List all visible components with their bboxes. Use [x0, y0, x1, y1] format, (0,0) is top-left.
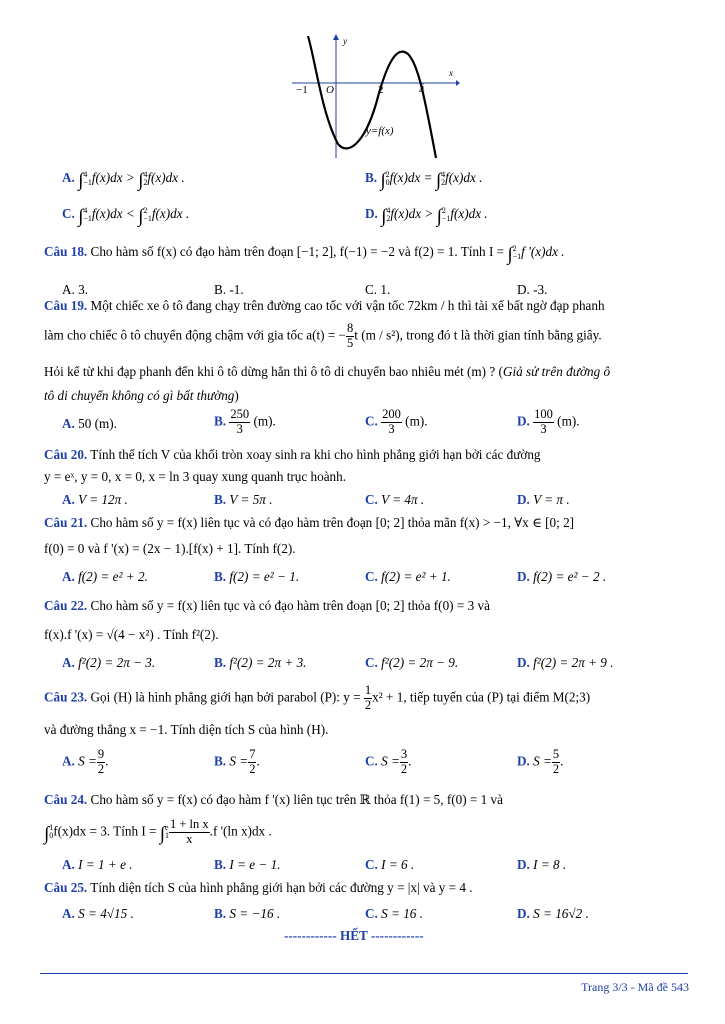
q24-line2: ∫1 0f(x)dx = 3. Tính I = ∫e 1 $\frac{\text{1 + ln x}}{x}$ .f '(ln x)dx . — [44, 817, 272, 846]
q19-line3: Hỏi kể từ khi đạp phanh đến khi ô tô dừng hẳn thì ô tô di chuyển bao nhiêu mét (m) ? (Giả sử trên đường ô — [44, 364, 611, 379]
q21-line1: Câu 21. Cho hàm số y = f(x) liên tục và có đạo hàm trên đoạn [0; 2] thỏa mãn f(x) > −1, ∀x ∈ [0; 2] — [44, 515, 575, 530]
q24-option-b[interactable]: B. I = e − 1. — [214, 857, 281, 872]
q18-option-c[interactable]: C. 1. — [365, 282, 391, 297]
q23-option-d[interactable]: D. S = $\frac{5}{2}$ . — [517, 747, 564, 776]
q25-option-d[interactable]: D. S = 16√2 . — [517, 906, 589, 921]
q24-option-a[interactable]: A. I = 1 + e . — [62, 857, 133, 872]
x-axis-label: x — [449, 68, 453, 78]
origin-label: O — [326, 84, 334, 96]
function-graph — [288, 34, 460, 160]
q21-line2: f(0) = 0 và f '(x) = (2x − 1).[f(x) + 1]. Tính f(2). — [44, 541, 296, 556]
q20-option-c[interactable]: C. V = 4π . — [365, 492, 425, 507]
q22-line1: Câu 22. Cho hàm số y = f(x) liên tục và có đạo hàm trên đoạn [0; 2] thỏa f(0) = 3 và — [44, 598, 490, 613]
q24-option-c[interactable]: C. I = 6 . — [365, 857, 415, 872]
q22-option-b[interactable]: B. f²(2) = 2π + 3. — [214, 655, 307, 670]
q20-option-a[interactable]: A. V = 12π . — [62, 492, 128, 507]
q23-line2: và đường thẳng x = −1. Tính diện tích S của hình (H). — [44, 722, 329, 737]
q23-line1: Câu 23. Gọi (H) là hình phẳng giới hạn bởi parabol (P): y = $\frac{1}{2}$ x² + 1, tiếp tuyến của (P) tại điểm M(2;3) — [44, 683, 591, 712]
q21-option-c[interactable]: C. f(2) = e² + 1. — [365, 569, 451, 584]
q19-line1: Câu 19. Một chiếc xe ô tô đang chạy trên đường cao tốc với vận tốc 72km / h thì tài xế bất ngờ đạp phanh — [44, 298, 605, 313]
q22-option-c[interactable]: C. f²(2) = 2π − 9. — [365, 655, 459, 670]
q24-option-d[interactable]: D. I = 8 . — [517, 857, 567, 872]
tick-2: 2 — [378, 84, 384, 96]
q23-option-a[interactable]: A. S = $\frac{9}{2}$ . — [62, 747, 109, 776]
q18-option-b[interactable]: B. -1. — [214, 282, 244, 297]
tick-neg1: −1 — [296, 84, 308, 96]
curve-label: y=f(x) — [366, 125, 394, 137]
page-footer: Trang 3/3 - Mã đề 543 — [581, 980, 689, 994]
option-label: A. — [62, 170, 75, 185]
q20-line1: Câu 20. Tính thể tích V của khối tròn xoay sinh ra khi cho hình phẳng giới hạn bởi các đường — [44, 447, 541, 462]
q17-option-d[interactable]: D. ∫4 2f(x)dx > ∫2 −1f(x)dx . — [365, 205, 488, 227]
q17-option-b[interactable]: B. ∫2 0f(x)dx = ∫4 2f(x)dx . — [365, 169, 483, 191]
q18-option-a[interactable]: A. 3. — [62, 282, 89, 297]
q20-option-b[interactable]: B. V = 5π . — [214, 492, 273, 507]
q19-option-a[interactable]: A. 50 (m). — [62, 416, 117, 431]
q25-option-a[interactable]: A. S = 4√15 . — [62, 906, 134, 921]
q23-option-c[interactable]: C. S = $\frac{3}{2}$ . — [365, 747, 412, 776]
q24-line1: Câu 24. Cho hàm số y = f(x) có đạo hàm f '(x) liên tục trên ℝ thỏa f(1) = 5, f(0) = 1 và — [44, 792, 504, 807]
tick-4: 4 — [419, 84, 425, 96]
q19-option-d[interactable]: D. $\frac{100}{3}$ (m). — [517, 407, 580, 436]
q19-line2: làm cho chiếc ô tô chuyển động chậm với gia tốc a(t) = − $\frac{8}{5}$ t (m / s²), trong đó t là thời gian tính bằng giây. — [44, 321, 602, 350]
q22-option-a[interactable]: A. f²(2) = 2π − 3. — [62, 655, 156, 670]
end-marker: ------------ HẾT ------------ — [284, 928, 424, 943]
q19-option-b[interactable]: B. $\frac{250}{3}$ (m). — [214, 407, 276, 436]
q23-option-b[interactable]: B. S = $\frac{7}{2}$ . — [214, 747, 260, 776]
q21-option-a[interactable]: A. f(2) = e² + 2. — [62, 569, 148, 584]
q21-option-b[interactable]: B. f(2) = e² − 1. — [214, 569, 300, 584]
q20-line2: y = eˣ, y = 0, x = 0, x = ln 3 quay xung quanh trục hoành. — [44, 469, 347, 484]
q25-option-b[interactable]: B. S = −16 . — [214, 906, 281, 921]
q17-option-a[interactable]: A. ∫4 −1f(x)dx > ∫4 2f(x)dx . — [62, 169, 185, 191]
q20-option-d[interactable]: D. V = π . — [517, 492, 570, 507]
q25-line1: Câu 25. Tính diện tích S của hình phẳng giới hạn bởi các đường y = |x| và y = 4 . — [44, 880, 473, 895]
q22-line2: f(x).f '(x) = √(4 − x²) . Tính f²(2). — [44, 627, 219, 642]
footer-divider — [40, 973, 688, 974]
q18-option-d[interactable]: D. -3. — [517, 282, 548, 297]
q19-line4: tô di chuyển không có gì bất thường) — [44, 388, 239, 403]
q17-option-c[interactable]: C. ∫4 −1f(x)dx < ∫2 −1f(x)dx . — [62, 205, 190, 227]
q22-option-d[interactable]: D. f²(2) = 2π + 9 . — [517, 655, 614, 670]
q21-option-d[interactable]: D. f(2) = e² − 2 . — [517, 569, 607, 584]
y-axis-label: y — [343, 36, 347, 46]
q19-option-c[interactable]: C. $\frac{200}{3}$ (m). — [365, 407, 428, 436]
q25-option-c[interactable]: C. S = 16 . — [365, 906, 423, 921]
q18-stem: Câu 18. Cho hàm số f(x) có đạo hàm trên đoạn [−1; 2], f(−1) = −2 và f(2) = 1. Tính I = ∫2 −1f '(x)dx . — [44, 243, 565, 265]
